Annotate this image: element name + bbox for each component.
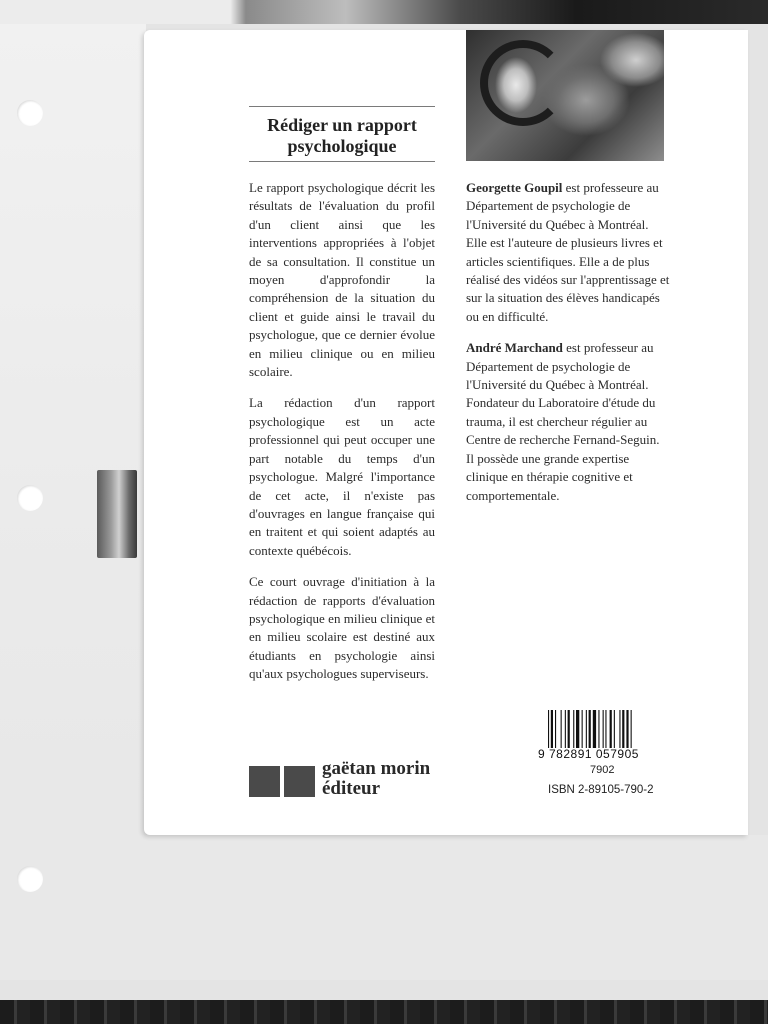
scan-bottom-edge <box>0 1000 768 1024</box>
publisher-line2: éditeur <box>322 778 381 799</box>
book-title-line2: psychologique <box>287 136 397 156</box>
barcode-bar <box>582 710 583 748</box>
description-paragraph: Le rapport psychologique décrit les résultats de l'évaluation du profil d'un client ainsi que les interventions appropriées à l'objet de sa consultation. Il constitue un moyen d'approfondir la compréhension de la situation du client et guide ainsi le travail du psychologue, que ce dernier évolue en milieu clinique ou en milieu scolaire. <box>249 180 435 380</box>
artwork-swirl <box>480 40 566 126</box>
author-bio <box>466 179 670 326</box>
logo-square <box>284 766 315 797</box>
book-title-line1: Rédiger un rapport <box>267 115 417 135</box>
publisher-logo-icon <box>249 766 315 797</box>
barcode-image <box>548 710 666 748</box>
publisher-line1: gaëtan morin <box>322 758 431 779</box>
author-bio <box>466 339 670 505</box>
description-column <box>249 179 435 697</box>
barcode-bar <box>622 710 624 748</box>
binder-clip <box>97 470 137 558</box>
publisher-name <box>322 759 482 799</box>
barcode-bar <box>610 710 612 748</box>
punch-hole <box>17 485 43 511</box>
barcode-bar <box>593 710 596 748</box>
product-code: 7902 <box>590 764 615 776</box>
barcode-bar <box>565 710 566 748</box>
scan-top-edge <box>0 0 768 24</box>
punch-hole <box>17 866 43 892</box>
barcode-bar <box>586 710 587 748</box>
authors-column <box>466 179 670 518</box>
barcode-bar <box>548 710 549 748</box>
author-name: André Marchand <box>466 340 563 356</box>
barcode-bar <box>603 710 604 748</box>
description-paragraph: Ce court ouvrage d'initiation à la rédaction de rapports d'évaluation psychologique en milieu clinique et en milieu scolaire est destiné aux étudiants en psychologie ainsi qu'aux psychologues superviseurs. <box>249 574 435 682</box>
barcode-bar <box>576 710 579 748</box>
barcode-bar <box>619 710 620 748</box>
barcode-bar <box>589 710 591 748</box>
barcode-bar <box>555 710 556 748</box>
barcode-bar <box>568 710 570 748</box>
author-bio-text: est professeur au Département de psychologie de l'Université du Québec à Montréal. Fondateur du Laboratoire d'étude du trauma, il est chercheur régulier au Centre de recherche Fernand-Seguin. Il possède une grande expertise clinique en thérapie cognitive et comportementale. <box>466 340 660 503</box>
logo-square <box>249 766 280 797</box>
barcode-bar <box>573 710 574 748</box>
isbn-number: ISBN 2-89105-790-2 <box>548 784 654 796</box>
barcode-bar <box>551 710 553 748</box>
binder-page-bottom <box>0 835 768 980</box>
barcode-digits: 9 782891 057905 <box>538 747 639 761</box>
barcode-bar <box>598 710 599 748</box>
author-bio-text: est professeure au Département de psychologie de l'Université du Québec à Montréal. Elle est l'auteure de plusieurs livres et articles scientifiques. Elle a de plus réalisé des vidéos sur l'apprentissage et sur la situation des élèves handicapés ou en difficulté. <box>466 180 670 324</box>
barcode-bar <box>614 710 615 748</box>
barcode-bar <box>626 710 628 748</box>
description-paragraph: La rédaction d'un rapport psychologique est un acte professionnel qui peut occuper une part notable du temps d'un psychologue. Malgré l'importance de cet acte, il n'existe pas d'ouvrages en langue française qui en traitent et qui soient adaptés au contexte québécois. <box>249 395 435 558</box>
barcode-bar <box>605 710 606 748</box>
book-title-box <box>249 106 435 162</box>
barcode-bar <box>631 710 632 748</box>
punch-hole <box>17 100 43 126</box>
book-title <box>249 107 435 157</box>
barcode-bar <box>561 710 562 748</box>
author-name: Georgette Goupil <box>466 180 563 195</box>
